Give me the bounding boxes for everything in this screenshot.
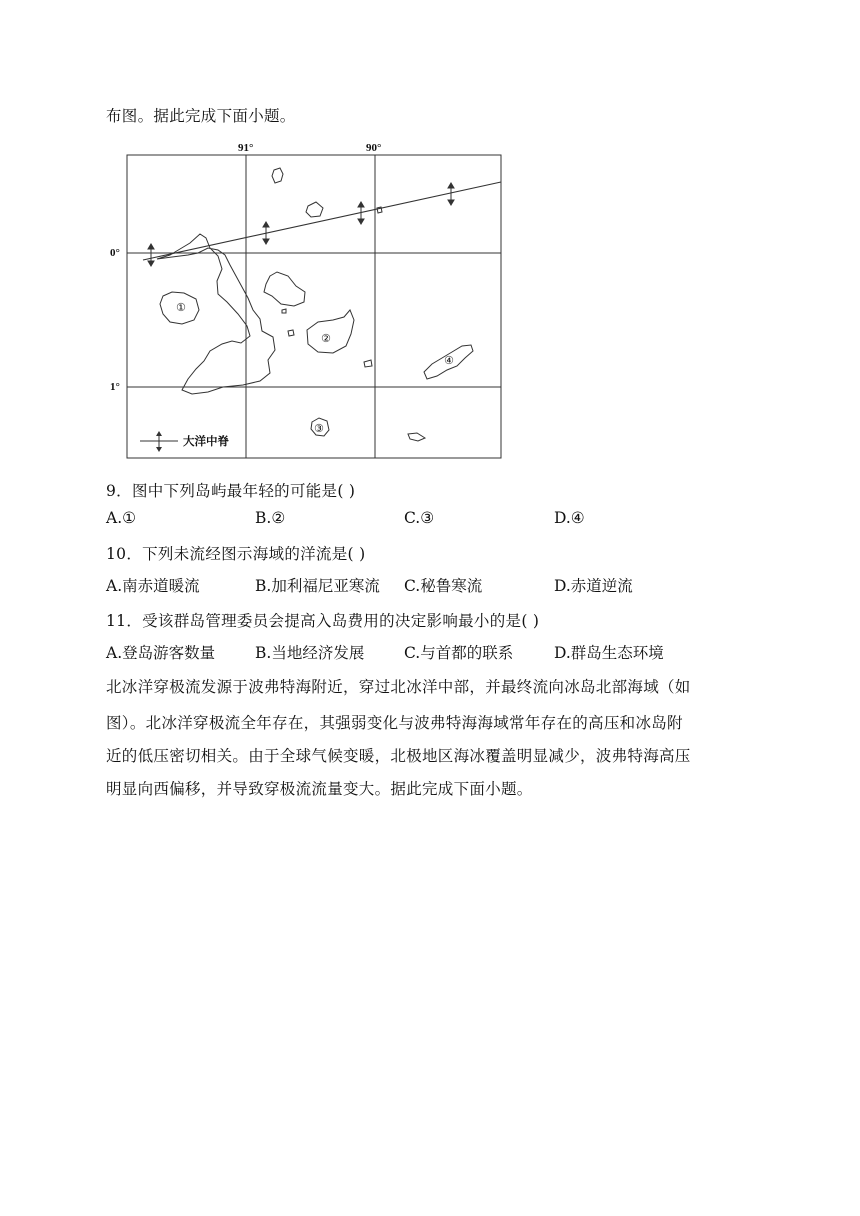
lat-label-1: 1° (110, 381, 120, 393)
question-10-option-d[interactable]: D.赤道逆流 (554, 577, 633, 595)
intro-text: 布图。据此完成下面小题。 (106, 107, 296, 125)
island-marker-3: ③ (314, 422, 324, 435)
question-10-option-b[interactable]: B.加利福尼亚寒流 (255, 577, 380, 595)
passage-line-2: 图）。北冰洋穿极流全年存在，其强弱变化与波弗特海海域常年存在的高压和冰岛附 (106, 714, 683, 732)
question-10-stem: 10．下列未流经图示海域的洋流是( ) (106, 545, 366, 563)
small-islet-east (377, 207, 382, 213)
galapagos-ridge-map (100, 138, 510, 463)
passage-line-3: 近的低压密切相关。由于全球气候变暖，北极地区海冰覆盖明显减少，波弗特海高压 (106, 747, 691, 765)
island-marker-2: ② (321, 332, 331, 345)
question-11-option-a[interactable]: A.登岛游客数量 (106, 644, 216, 662)
northern-islet (272, 168, 283, 183)
map-legend (140, 431, 229, 452)
southeast-islet (408, 433, 425, 441)
island-marker-1: ① (176, 301, 186, 314)
question-9-option-b[interactable]: B.② (255, 509, 286, 527)
question-11-option-d[interactable]: D.群岛生态环境 (554, 644, 664, 662)
legend-label: 大洋中脊 (183, 434, 229, 448)
question-11-option-b[interactable]: B.当地经济发展 (255, 644, 365, 662)
island-marker-4: ④ (444, 354, 454, 367)
ocean-ridge-line (143, 182, 501, 260)
passage-line-4: 明显向西偏移，并导致穿极流流量变大。据此完成下面小题。 (106, 780, 533, 798)
central-northern-island (264, 272, 305, 306)
large-western-island (157, 234, 275, 394)
question-9-option-a[interactable]: A.① (106, 509, 137, 527)
question-10-option-c[interactable]: C.秘鲁寒流 (404, 577, 483, 595)
ridge-islet (306, 202, 323, 217)
question-9-option-d[interactable]: D.④ (554, 509, 585, 527)
question-10-option-a[interactable]: A.南赤道暖流 (106, 577, 200, 595)
tiny-islet-b (288, 330, 294, 336)
passage-line-1: 北冰洋穿极流发源于波弗特海附近，穿过北冰洋中部，并最终流向冰岛北部海域（如 (106, 678, 691, 696)
question-11-option-c[interactable]: C.与首都的联系 (404, 644, 514, 662)
lon-label-91: 91° (238, 142, 254, 154)
tiny-islet-a (282, 309, 286, 313)
question-11-stem: 11．受该群岛管理委员会提高入岛费用的决定影响最小的是( ) (106, 612, 540, 630)
tiny-islet-c (364, 360, 372, 367)
lon-label-90: 90° (366, 142, 382, 154)
question-9-option-c[interactable]: C.③ (404, 509, 435, 527)
lat-label-0: 0° (110, 247, 120, 259)
question-9-stem: 9．图中下列岛屿最年轻的可能是( ) (106, 482, 356, 500)
